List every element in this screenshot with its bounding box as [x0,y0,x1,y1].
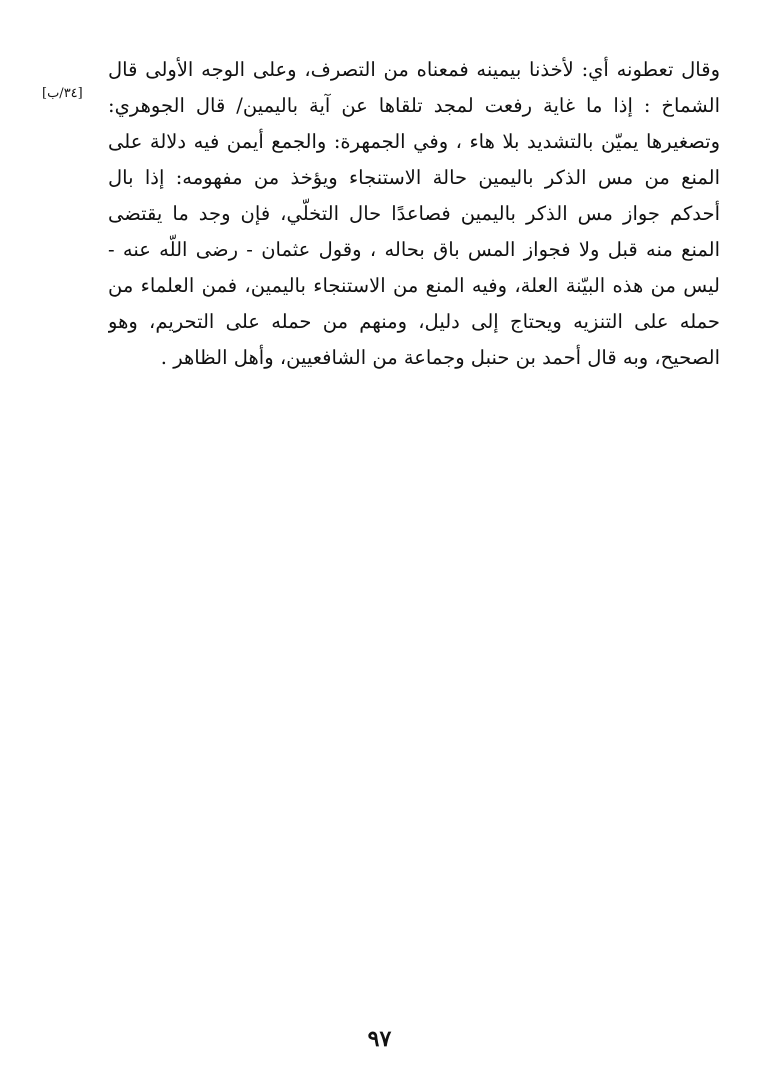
text-line-7: ليس من هذه البيّنة العلة، وفيه المنع من الاستنجاء باليمين، فمن العلماء من [108,274,720,297]
text-line-2: الشماخ : إذا ما غاية رفعت لمجد تلقاها عن آية باليمين/ قال الجوهري: [108,94,720,117]
page-number: ٩٧ [367,1026,392,1052]
text-line-3: وتصغيرها يميّن بالتشديد بلا هاء ، وفي الجمهرة: والجمع أيمن فيه دلالة على [108,130,720,153]
text-line-8: حمله على التنزيه ويحتاج إلى دليل، ومنهم من حمله على التحريم، وهو [108,310,720,333]
text-line-9: الصحيح، وبه قال أحمد بن حنبل وجماعة من الشافعيين، وأهل الظاهر . [160,346,720,369]
text-line-4: المنع من مس الذكر باليمين حالة الاستنجاء ويؤخذ من مفهومه: إذا بال [108,166,720,189]
text-line-5: أحدكم جواز مس الذكر باليمين فصاعدًا حال التخلّي، فإن وجد ما يقتضى [108,202,720,225]
text-line-6: المنع منه قبل ولا فجواز المس باق بحاله ، وقول عثمان - رضى اللّه عنه - [108,238,720,261]
folio-reference-note: [٣٤/ب] [42,86,83,101]
text-line-1: وقال تعطونه أي: لأخذنا بيمينه فمعناه من التصرف، وعلى الوجه الأولى قال [108,58,720,81]
body-text [108,52,720,376]
